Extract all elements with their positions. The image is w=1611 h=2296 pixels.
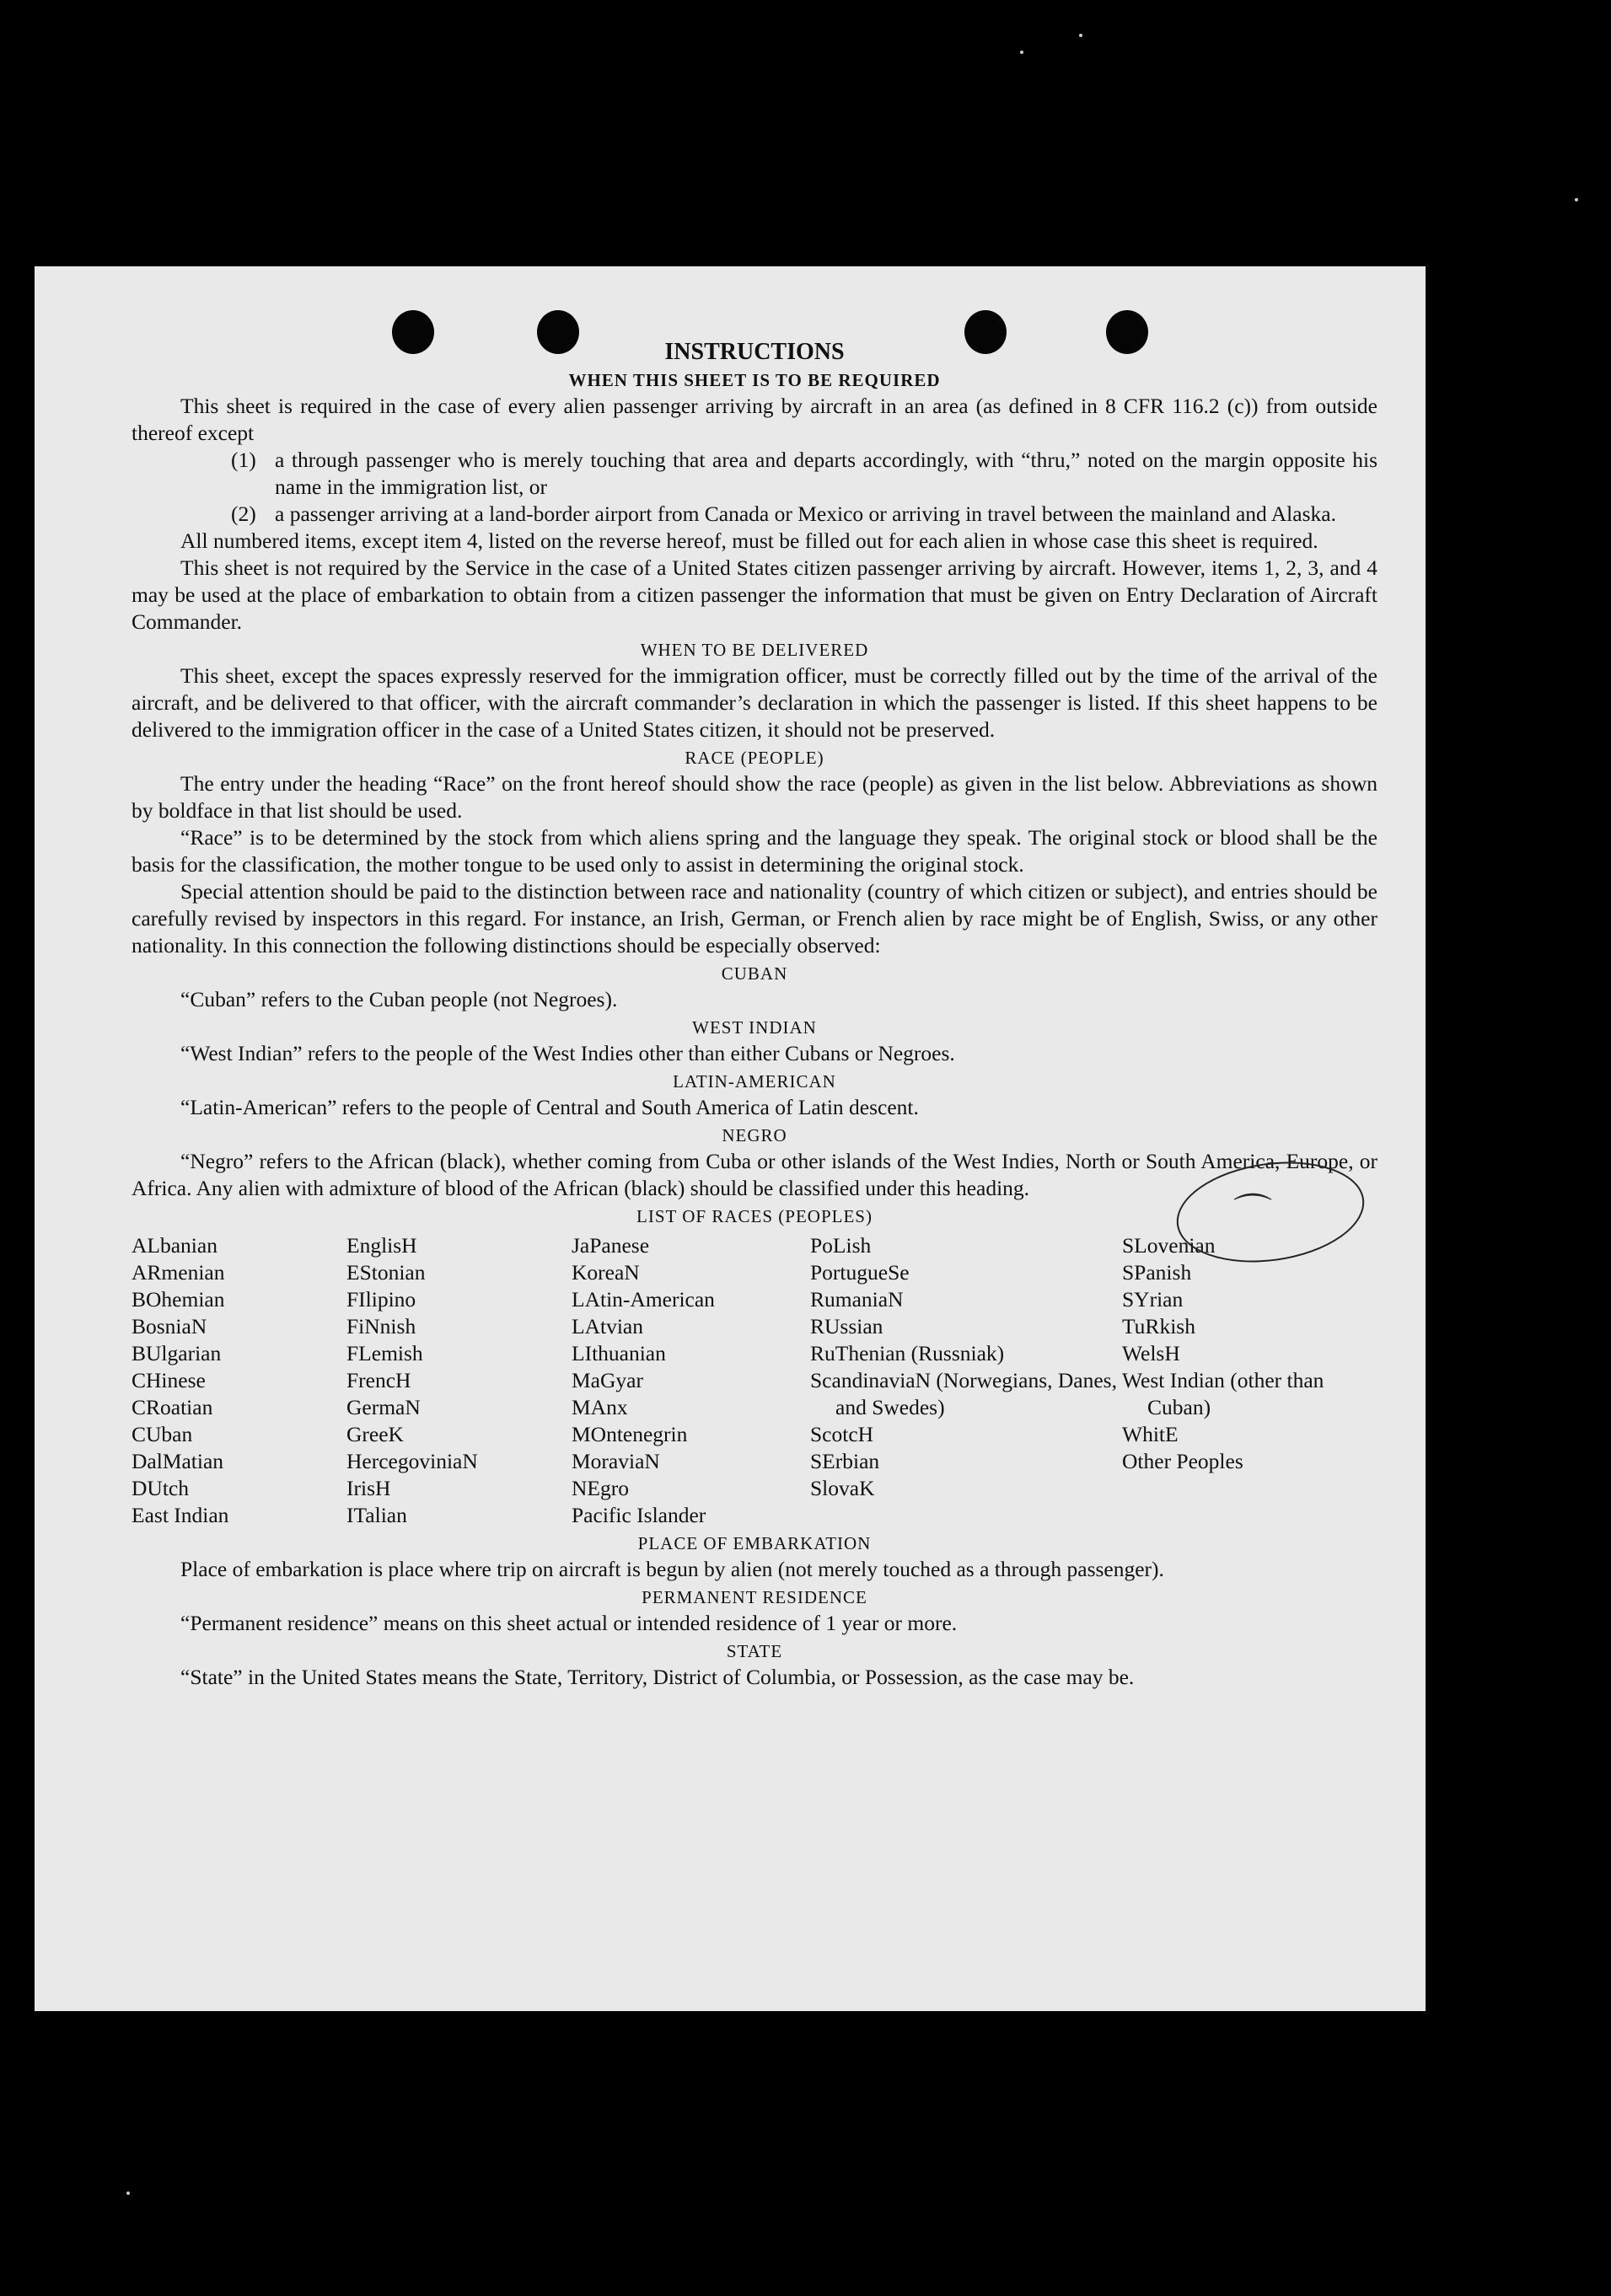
races-column (572, 1232, 810, 1529)
races-column (1122, 1232, 1377, 1529)
list-item: (1) a through passenger who is merely touching that area and departs accordingly, with “thru,” noted on the margin opposite his name in the immigration list, or (231, 448, 1377, 499)
film-speck (1575, 198, 1578, 201)
race-entry: ITalian (346, 1503, 407, 1527)
race-entry: Other Peoples (1122, 1449, 1243, 1473)
paragraph: This sheet is not required by the Service in the case of a United States citizen passenger arriving by aircraft. However, items 1, 2, 3, and 4 may be used at the place of embarkation to obtain from a citizen passenger the information that must be given on Entry Declaration of Aircraft Commander. (132, 555, 1377, 634)
paragraph: This sheet is required in the case of every alien passenger arriving by aircraft in an area (as defined in 8 CFR 116.2 (c)) from outside thereof except (132, 394, 1377, 445)
paragraph: Place of embarkation is place where trip on aircraft is begun by alien (not merely touched as a through passenger). (180, 1557, 1164, 1581)
section-heading-negro: NEGRO (722, 1125, 787, 1145)
section-heading-latin-american: LATIN-AMERICAN (673, 1071, 836, 1092)
race-entry: LAtvian (572, 1314, 643, 1338)
race-entry: IrisH (346, 1476, 391, 1500)
paragraph: “West Indian” refers to the people of the West Indies other than either Cubans or Negroes. (180, 1041, 955, 1065)
race-entry: SErbian (810, 1449, 880, 1473)
paragraph: All numbered items, except item 4, listed on the reverse hereof, must be filled out for each alien in whose case this sheet is required. (180, 528, 1318, 553)
race-entry: ScotcH (810, 1422, 874, 1446)
race-entry: ALbanian (132, 1233, 217, 1258)
race-entry: WhitE (1122, 1422, 1179, 1446)
race-entry: CRoatian (132, 1395, 213, 1419)
race-entry: MoraviaN (572, 1449, 660, 1473)
section-heading-race: RACE (PEOPLE) (685, 748, 824, 768)
race-entry: West Indian (other than Cuban) (1122, 1368, 1324, 1419)
race-entry: LAtin-American (572, 1287, 715, 1312)
section-heading-cuban: CUBAN (721, 963, 788, 984)
race-entry: KoreaN (572, 1260, 640, 1285)
race-entry: Pacific Islander (572, 1503, 706, 1527)
race-entry: BUlgarian (132, 1341, 222, 1365)
race-entry: JaPanese (572, 1233, 650, 1258)
paragraph: “Race” is to be determined by the stock from which aliens spring and the language they speak. The original stock or blood shall be the basis for the classification, the mother tongue to be used only to assist in determining the original stock. (132, 825, 1377, 877)
race-entry: RUssian (810, 1314, 883, 1338)
race-entry: LIthuanian (572, 1341, 666, 1365)
race-entry: SYrian (1122, 1287, 1184, 1312)
race-entry: FIlipino (346, 1287, 416, 1312)
race-entry: ARmenian (132, 1260, 225, 1285)
paragraph: “Permanent residence” means on this sheet actual or intended residence of 1 year or more. (180, 1611, 958, 1635)
race-entry: SlovaK (810, 1476, 875, 1500)
race-entry: ScandinaviaN (Norwegians, Danes, and Swedes) (810, 1368, 1117, 1419)
race-entry: BOhemian (132, 1287, 225, 1312)
section-heading-delivered: WHEN TO BE DELIVERED (640, 640, 869, 660)
race-entry: NEgro (572, 1476, 629, 1500)
section-heading-required: WHEN THIS SHEET IS TO BE REQUIRED (568, 370, 941, 390)
race-entry: DalMatian (132, 1449, 224, 1473)
races-column (346, 1232, 572, 1529)
races-column (810, 1232, 1122, 1529)
race-entry: MOntenegrin (572, 1422, 688, 1446)
race-entry: GreeK (346, 1422, 404, 1446)
film-speck (1020, 51, 1023, 54)
race-entry: CUban (132, 1422, 193, 1446)
section-heading-races: LIST OF RACES (PEOPLES) (636, 1206, 873, 1226)
race-entry: FLemish (346, 1341, 423, 1365)
race-entry: GermaN (346, 1395, 421, 1419)
race-entry: WelsH (1122, 1341, 1180, 1365)
instructions-body (132, 339, 1377, 1691)
section-heading-state: STATE (726, 1641, 783, 1661)
section-heading-residence: PERMANENT RESIDENCE (642, 1587, 867, 1607)
race-entry: FrencH (346, 1368, 411, 1392)
race-entry: BosniaN (132, 1314, 207, 1338)
paragraph: “Cuban” refers to the Cuban people (not Negroes). (180, 987, 618, 1011)
race-entry: DUtch (132, 1476, 189, 1500)
page-title: INSTRUCTIONS (664, 339, 845, 365)
paragraph: “Latin-American” refers to the people of Central and South America of Latin descent. (180, 1095, 919, 1119)
race-entry: PoLish (810, 1233, 872, 1258)
race-entry: SPanish (1122, 1260, 1192, 1285)
list-item: (2) a passenger arriving at a land-border airport from Canada or Mexico or arriving in travel between the mainland and Alaska. (231, 502, 1336, 526)
handwritten-scribble: ⌒ (1233, 1190, 1272, 1236)
race-entry: EnglisH (346, 1233, 417, 1258)
race-entry: RuThenian (Russniak) (810, 1341, 1005, 1365)
paragraph: This sheet, except the spaces expressly reserved for the immigration officer, must be correctly filled out by the time of the arrival of the aircraft, and be delivered to that officer, with the aircraft commander’s declaration in which the passenger is listed. If this sheet happens to be delivered to the immigration officer in the case of a United States citizen, it should not be preserved. (132, 663, 1377, 742)
race-entry: MaGyar (572, 1368, 643, 1392)
races-column (132, 1232, 346, 1529)
race-entry: RumaniaN (810, 1287, 904, 1312)
race-entry: SLovenian (1122, 1233, 1216, 1258)
paragraph: Special attention should be paid to the distinction between race and nationality (country of which citizen or subject), and entries should be carefully revised by inspectors in this regard. For instance, an Irish, German, or French alien by race might be of English, Swiss, or any other nationality. In this connection the following distinctions should be especially observed: (132, 879, 1377, 958)
paragraph: “State” in the United States means the State, Territory, District of Columbia, or Possession, as the case may be. (180, 1665, 1135, 1689)
race-entry: PortugueSe (810, 1260, 910, 1285)
race-entry: East Indian (132, 1503, 229, 1527)
section-heading-embarkation: PLACE OF EMBARKATION (637, 1533, 872, 1553)
race-entry: CHinese (132, 1368, 206, 1392)
paragraph: The entry under the heading “Race” on the front hereof should show the race (people) as given in the list below. Abbreviations as shown by boldface in that list should be used. (132, 771, 1377, 823)
race-entry: HercegoviniaN (346, 1449, 478, 1473)
paragraph: “Negro” refers to the African (black), whether coming from Cuba or other islands of the West Indies, North or South America, Europe, or Africa. Any alien with admixture of blood of the African (black) should be classified under this heading. (132, 1149, 1377, 1200)
race-entry: FiNnish (346, 1314, 416, 1338)
races-list (132, 1232, 1377, 1529)
section-heading-west-indian: WEST INDIAN (692, 1017, 817, 1038)
document-page (35, 266, 1426, 2011)
film-speck (126, 2191, 130, 2195)
race-entry: MAnx (572, 1395, 628, 1419)
race-entry: EStonian (346, 1260, 426, 1285)
film-speck (1079, 34, 1082, 37)
race-entry: TuRkish (1122, 1314, 1195, 1338)
